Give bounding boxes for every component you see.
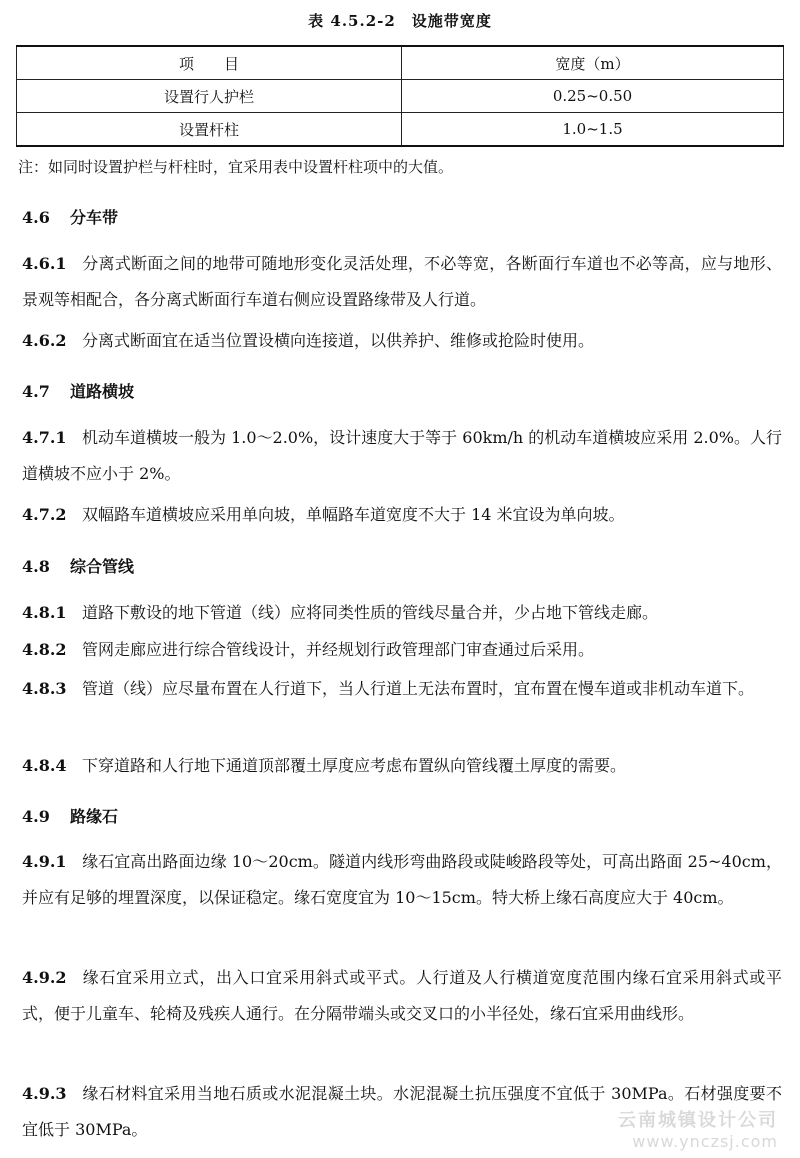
clause-4-7-1 <box>22 420 782 492</box>
clause-4-8-3 <box>22 671 782 707</box>
table-cell: 0.25~0.50 <box>402 80 784 113</box>
header-width: 宽度（m） <box>402 46 784 80</box>
clause-number: 4.6.2 <box>22 331 67 350</box>
table-cell: 设置杆柱 <box>17 113 402 147</box>
clause-4-8-2 <box>22 632 782 668</box>
clause-text: 下穿道路和人行地下通道顶部覆土厚度应考虑布置纵向管线覆土厚度的需要。 <box>82 756 627 775</box>
section-title: 路缘石 <box>70 807 119 826</box>
watermark-company: 云南城镇设计公司 <box>618 1110 778 1131</box>
clause-text: 管道（线）应尽量布置在人行道下，当人行道上无法布置时，宜布置在慢车道或非机动车道下。 <box>82 679 755 698</box>
section-heading-4-7 <box>22 379 134 402</box>
clause-number: 4.8.3 <box>22 679 67 698</box>
section-number: 4.7 <box>22 382 50 401</box>
header-item: 项 目 <box>17 46 402 80</box>
section-number: 4.8 <box>22 557 50 576</box>
clause-number: 4.8.2 <box>22 640 67 659</box>
table-cell: 1.0~1.5 <box>402 113 784 147</box>
table-row <box>17 80 784 113</box>
clause-number: 4.7.2 <box>22 505 67 524</box>
section-number: 4.9 <box>22 807 50 826</box>
clause-4-9-1 <box>22 844 782 916</box>
clause-text: 机动车道横坡一般为 1.0～2.0%，设计速度大于等于 60km/h 的机动车道横坡应采用 2.0%。人行道横坡不应小于 2%。 <box>22 428 783 483</box>
section-title: 综合管线 <box>70 557 135 576</box>
clause-text: 道路下敷设的地下管道（线）应将同类性质的管线尽量合并，少占地下管线走廊。 <box>82 603 659 622</box>
clause-number: 4.9.2 <box>22 968 67 987</box>
clause-number: 4.9.3 <box>22 1084 67 1103</box>
table-caption: 表 4.5.2-2 设施带宽度 <box>308 12 492 30</box>
clause-text: 管网走廊应进行综合管线设计，并经规划行政管理部门审查通过后采用。 <box>82 640 595 659</box>
table-header-row <box>17 46 784 80</box>
table-cell: 设置行人护栏 <box>17 80 402 113</box>
clause-4-6-1 <box>22 246 782 318</box>
clause-number: 4.8.4 <box>22 756 67 775</box>
section-heading-4-9 <box>22 804 118 827</box>
clause-number: 4.7.1 <box>22 428 67 447</box>
clause-text: 双幅路车道横坡应采用单向坡，单幅路车道宽度不大于 14 米宜设为单向坡。 <box>82 505 625 524</box>
section-number: 4.6 <box>22 208 50 227</box>
clause-text: 分离式断面之间的地带可随地形变化灵活处理，不必等宽，各断面行车道也不必等高，应与地形、景观等相配合，各分离式断面行车道右侧应设置路缘带及人行道。 <box>22 254 782 309</box>
clause-text: 缘石材料宜采用当地石质或水泥混凝土块。水泥混凝土抗压强度不宜低于 30MPa。石材强度要不宜低于 30MPa。 <box>22 1084 782 1139</box>
clause-4-6-2 <box>22 323 782 359</box>
clause-4-8-1 <box>22 595 782 631</box>
clause-4-8-4 <box>22 748 782 784</box>
section-heading-4-8 <box>22 554 134 577</box>
clause-number: 4.9.1 <box>22 852 67 871</box>
section-title: 分车带 <box>70 208 119 227</box>
clause-number: 4.6.1 <box>22 254 67 273</box>
facility-width-table <box>16 45 784 147</box>
clause-text: 分离式断面宜在适当位置设横向连接道，以供养护、维修或抢险时使用。 <box>82 331 595 350</box>
table-note: 注：如同时设置护栏与杆柱时，宜采用表中设置杆柱项中的大值。 <box>18 158 454 176</box>
watermark <box>618 1106 778 1151</box>
clause-text: 缘石宜高出路面边缘 10～20cm。隧道内线形弯曲路段或陡峻路段等处，可高出路面 25~40cm，并应有足够的埋置深度，以保证稳定。缘石宽度宜为 10～15cm。特大桥上缘石高度应大于 40cm。 <box>22 852 782 907</box>
table-row <box>17 113 784 147</box>
watermark-url: www.ynczsj.com <box>632 1132 778 1151</box>
clause-number: 4.8.1 <box>22 603 67 622</box>
section-title: 道路横坡 <box>70 382 135 401</box>
clause-4-9-2 <box>22 960 782 1032</box>
clause-text: 缘石宜采用立式，出入口宜采用斜式或平式。人行道及人行横道宽度范围内缘石宜采用斜式或平式，便于儿童车、轮椅及残疾人通行。在分隔带端头或交叉口的小半径处，缘石宜采用曲线形。 <box>22 968 782 1023</box>
section-heading-4-6 <box>22 205 118 228</box>
clause-4-7-2 <box>22 497 782 533</box>
